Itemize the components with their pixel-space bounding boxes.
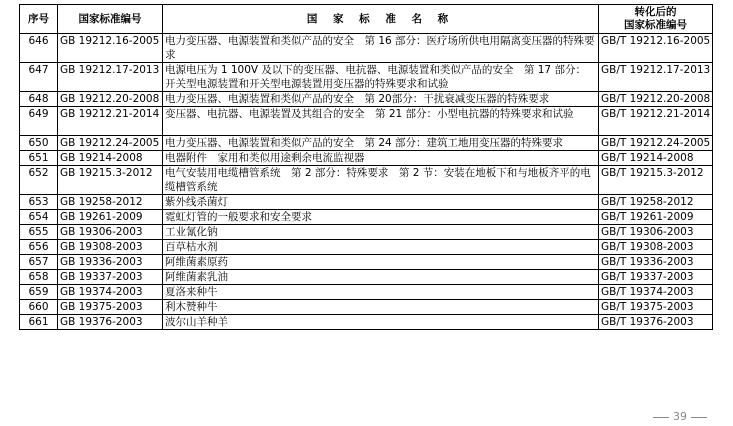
cell-std-name: 百草枯水剂 bbox=[163, 240, 599, 255]
cell-seq: 650 bbox=[20, 136, 58, 151]
cell-seq: 654 bbox=[20, 210, 58, 225]
cell-std-number: GB 19336-2003 bbox=[58, 255, 163, 270]
table-row bbox=[20, 210, 713, 225]
cell-seq: 655 bbox=[20, 225, 58, 240]
table-row bbox=[20, 107, 713, 136]
header-converted-line1: 转化后的 bbox=[634, 6, 677, 18]
cell-std-name: 霓虹灯管的一般要求和安全要求 bbox=[163, 210, 599, 225]
cell-std-name: 波尔山羊种羊 bbox=[163, 315, 599, 330]
cell-converted-number: GB/T 19258-2012 bbox=[599, 195, 713, 210]
cell-seq: 653 bbox=[20, 195, 58, 210]
cell-std-number: GB 19212.16-2005 bbox=[58, 34, 163, 63]
page-number: 39 bbox=[673, 410, 687, 423]
cell-std-number: GB 19258-2012 bbox=[58, 195, 163, 210]
cell-std-number: GB 19375-2003 bbox=[58, 300, 163, 315]
cell-converted-number: GB/T 19336-2003 bbox=[599, 255, 713, 270]
cell-converted-number: GB/T 19308-2003 bbox=[599, 240, 713, 255]
cell-seq: 651 bbox=[20, 151, 58, 166]
cell-std-number: GB 19212.20-2008 bbox=[58, 92, 163, 107]
cell-seq: 661 bbox=[20, 315, 58, 330]
cell-std-number: GB 19215.3-2012 bbox=[58, 166, 163, 195]
cell-converted-number: GB/T 19376-2003 bbox=[599, 315, 713, 330]
cell-seq: 660 bbox=[20, 300, 58, 315]
cell-std-name: 电力变压器、电源装置和类似产品的安全 第 24 部分：建筑工地用变压器的特殊要求 bbox=[163, 136, 599, 151]
table-row bbox=[20, 315, 713, 330]
cell-seq: 648 bbox=[20, 92, 58, 107]
footer-dash-left bbox=[653, 417, 669, 418]
cell-converted-number: GB/T 19212.16-2005 bbox=[599, 34, 713, 63]
cell-std-name: 阿维菌素乳油 bbox=[163, 270, 599, 285]
cell-seq: 649 bbox=[20, 107, 58, 136]
cell-seq: 658 bbox=[20, 270, 58, 285]
table-row bbox=[20, 300, 713, 315]
cell-std-name: 利木赞种牛 bbox=[163, 300, 599, 315]
header-std-name: 国 家 标 准 名 称 bbox=[163, 5, 599, 34]
cell-std-name: 阿维菌素原药 bbox=[163, 255, 599, 270]
page-footer bbox=[649, 410, 711, 423]
table-row bbox=[20, 240, 713, 255]
cell-std-number: GB 19212.21-2014 bbox=[58, 107, 163, 136]
cell-converted-number: GB/T 19212.20-2008 bbox=[599, 92, 713, 107]
cell-seq: 646 bbox=[20, 34, 58, 63]
cell-std-number: GB 19337-2003 bbox=[58, 270, 163, 285]
cell-std-number: GB 19376-2003 bbox=[58, 315, 163, 330]
cell-converted-number: GB/T 19375-2003 bbox=[599, 300, 713, 315]
table-row bbox=[20, 63, 713, 92]
cell-std-name: 夏洛来种牛 bbox=[163, 285, 599, 300]
cell-converted-number: GB/T 19337-2003 bbox=[599, 270, 713, 285]
cell-std-name: 电器附件 家用和类似用途剩余电流监视器 bbox=[163, 151, 599, 166]
cell-std-number: GB 19374-2003 bbox=[58, 285, 163, 300]
cell-converted-number: GB/T 19215.3-2012 bbox=[599, 166, 713, 195]
cell-seq: 652 bbox=[20, 166, 58, 195]
cell-converted-number: GB/T 19374-2003 bbox=[599, 285, 713, 300]
table-row bbox=[20, 285, 713, 300]
cell-std-name: 工业氰化钠 bbox=[163, 225, 599, 240]
table-row bbox=[20, 225, 713, 240]
header-seq: 序号 bbox=[20, 5, 58, 34]
table-row bbox=[20, 92, 713, 107]
header-converted-line2: 国家标准编号 bbox=[624, 19, 687, 31]
cell-std-number: GB 19212.17-2013 bbox=[58, 63, 163, 92]
table-body bbox=[20, 34, 713, 330]
cell-converted-number: GB/T 19214-2008 bbox=[599, 151, 713, 166]
cell-converted-number: GB/T 19261-2009 bbox=[599, 210, 713, 225]
cell-std-name: 电力变压器、电源装置和类似产品的安全 第 20部分：干扰衰减变压器的特殊要求 bbox=[163, 92, 599, 107]
header-std-number: 国家标准编号 bbox=[58, 5, 163, 34]
cell-std-name: 电力变压器、电源装置和类似产品的安全 第 16 部分：医疗场所供电用隔离变压器的特殊要求 bbox=[163, 34, 599, 63]
cell-std-number: GB 19261-2009 bbox=[58, 210, 163, 225]
cell-seq: 657 bbox=[20, 255, 58, 270]
cell-seq: 659 bbox=[20, 285, 58, 300]
table-row bbox=[20, 151, 713, 166]
cell-std-number: GB 19214-2008 bbox=[58, 151, 163, 166]
cell-std-name: 电气安装用电缆槽管系统 第 2 部分：特殊要求 第 2 节：安装在地板下和与地板齐平的电缆槽管系统 bbox=[163, 166, 599, 195]
table-row bbox=[20, 195, 713, 210]
table-row bbox=[20, 34, 713, 63]
cell-std-name: 电源电压为 1 100V 及以下的变压器、电抗器、电源装置和类似产品的安全 第 17 部分：开关型电源装置和开关型电源装置用变压器的特殊要求和试验 bbox=[163, 63, 599, 92]
cell-converted-number: GB/T 19306-2003 bbox=[599, 225, 713, 240]
cell-converted-number: GB/T 19212.21-2014 bbox=[599, 107, 713, 136]
cell-converted-number: GB/T 19212.24-2005 bbox=[599, 136, 713, 151]
table-row bbox=[20, 166, 713, 195]
cell-std-name: 变压器、电抗器、电源装置及其组合的安全 第 21 部分：小型电抗器的特殊要求和试验 bbox=[163, 107, 599, 136]
standards-table bbox=[19, 4, 713, 330]
cell-std-name: 紫外线杀菌灯 bbox=[163, 195, 599, 210]
cell-seq: 647 bbox=[20, 63, 58, 92]
footer-dash-right bbox=[691, 417, 707, 418]
cell-seq: 656 bbox=[20, 240, 58, 255]
table-row bbox=[20, 136, 713, 151]
cell-std-number: GB 19306-2003 bbox=[58, 225, 163, 240]
table-row bbox=[20, 270, 713, 285]
cell-converted-number: GB/T 19212.17-2013 bbox=[599, 63, 713, 92]
cell-std-number: GB 19212.24-2005 bbox=[58, 136, 163, 151]
table-row bbox=[20, 255, 713, 270]
cell-std-number: GB 19308-2003 bbox=[58, 240, 163, 255]
table-header-row bbox=[20, 5, 713, 34]
header-converted-number bbox=[599, 5, 713, 34]
